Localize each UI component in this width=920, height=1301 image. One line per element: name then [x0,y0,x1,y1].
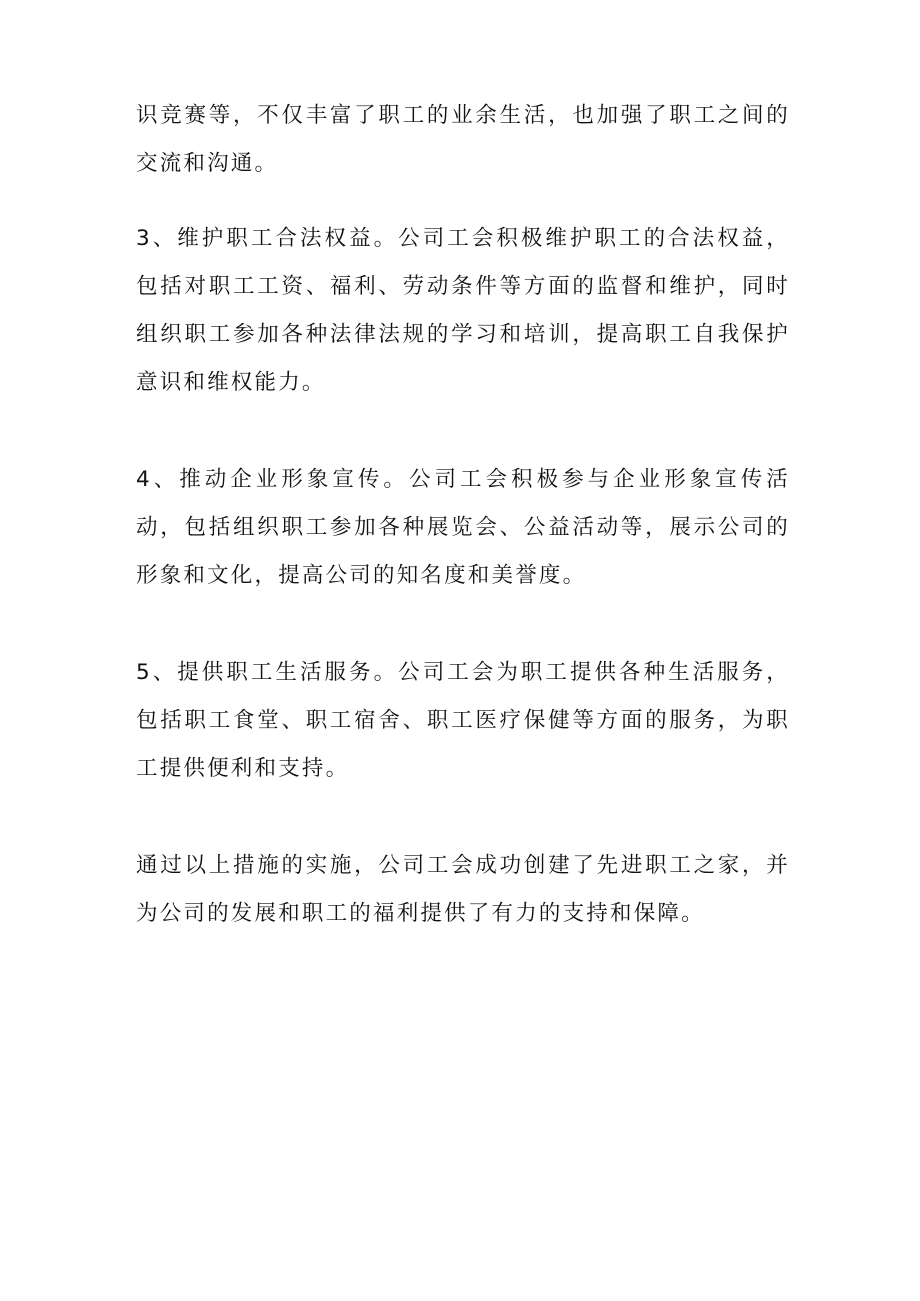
paragraph-continuation: 识竞赛等，不仅丰富了职工的业余生活，也加强了职工之间的交流和沟通。 [136,103,790,176]
paragraph-item-5: 5、提供职工生活服务。公司工会为职工提供各种生活服务，包括职工食堂、职工宿舍、职工医疗保健等方面的服务，为职工提供便利和支持。 [136,660,790,781]
paragraph-item-4: 4、推动企业形象宣传。公司工会积极参与企业形象宣传活动，包括组织职工参加各种展览会、公益活动等，展示公司的形象和文化，提高公司的知名度和美誉度。 [136,467,790,588]
paragraph-item-3: 3、维护职工合法权益。公司工会积极维护职工的合法权益，包括对职工工资、福利、劳动条件等方面的监督和维护，同时组织职工参加各种法律法规的学习和培训，提高职工自我保护意识和维权能力。 [136,226,790,395]
paragraph-conclusion: 通过以上措施的实施，公司工会成功创建了先进职工之家，并为公司的发展和职工的福利提供了有力的支持和保障。 [136,853,790,926]
